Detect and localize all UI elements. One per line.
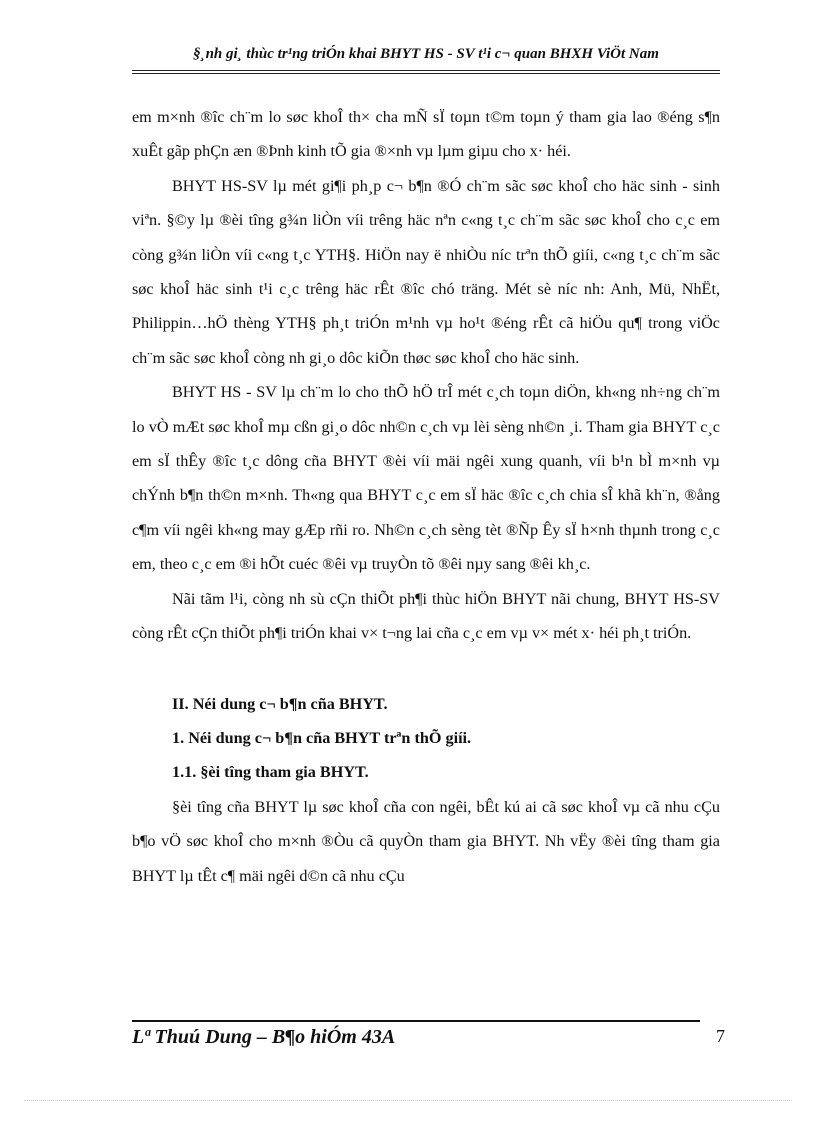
paragraph-5: §èi tîng cña BHYT lµ søc khoÎ cña con ngêi, bÊt kú ai cã søc khoÎ vµ cã nhu cÇu b¶o vÖ søc khoÎ cho m×nh ®Òu cã quyÒn tham gia BHYT. Nh vËy ®èi tîng tham gia BHYT lµ tÊt c¶ mäi ngêi d©n cã nhu cÇu: [132, 797, 720, 885]
running-header: §¸nh gi¸ thùc tr¹ng triÓn khai BHYT HS - SV t¹i c¬ quan BHXH ViÖt Nam: [193, 46, 659, 62]
sub-subsection-heading: 1.1. §èi tîng tham gia BHYT.: [172, 763, 369, 782]
document-body: [132, 100, 720, 893]
section-heading: II. Néi dung c¬ b¶n cña BHYT.: [172, 694, 388, 713]
paragraph-1: em m×nh ®îc ch¨m lo søc khoÎ th× cha mÑ sÏ toµn t©m toµn ý tham gia lao ®éng s¶n xuÊt gãp phÇn æn ®Þnh kinh tÕ gia ®×nh vµ lµm giµu cho x· héi.: [132, 108, 720, 161]
page-number: 7: [716, 1026, 725, 1046]
header-rule: [132, 70, 720, 74]
paragraph-3: BHYT HS - SV lµ ch¨m lo cho thÕ hÖ trÎ mét c¸ch toµn diÖn, kh«ng nh÷ng ch¨m lo vÒ mÆt søc khoÎ mµ cßn gi¸o dôc nh©n c¸ch vµ lèi sèng nh©n ¸i. Tham gia BHYT c¸c em sÏ thÊy ®îc t¸c dông cña BHYT ®èi víi mäi ngêi xung quanh, víi b¹n bÌ m×nh vµ chÝnh b¶n th©n m×nh. Th«ng qua BHYT c¸c em sÏ häc ®îc c¸ch chia sÎ khã kh¨n, ®ång c¶m víi ngêi kh«ng may gÆp rñi ro. Nh©n c¸ch sèng tèt ®Ñp Êy sÏ h×nh thµnh trong c¸c em, theo c¸c em ®i hÕt cuéc ®êi vµ truyÒn tõ ®êi nµy sang ®êi kh¸c.: [132, 383, 720, 574]
subsection-heading: 1. Néi dung c¬ b¶n cña BHYT trªn thÕ giíi.: [172, 728, 472, 747]
paragraph-2: BHYT HS-SV lµ mét gi¶i ph¸p c¬ b¶n ®Ó ch¨m sãc søc khoÎ cho häc sinh - sinh viªn. §©y lµ ®èi tîng g¾n liÒn víi trêng häc nªn c«ng t¸c ch¨m sãc søc khoÎ cho c¸c em còng g¾n liÒn víi c«ng t¸c YTH§. HiÖn nay ë nhiÒu níc trªn thÕ giíi, c«ng t¸c ch¨m sãc søc khoÎ häc sinh t¹i c¸c trêng häc rÊt ®îc chó träng. Mét sè níc nh: Anh, Mü, NhËt, Philippin…hÖ thèng YTH§ ph¸t triÓn m¹nh vµ ho¹t ®éng rÊt cã hiÖu qu¶ trong viÖc ch¨m sãc søc khoÎ còng nh gi¸o dôc kiÕn thøc søc khoÎ cho häc sinh.: [132, 176, 720, 367]
footer-rule: [132, 1020, 700, 1022]
paragraph-4: Nãi tãm l¹i, còng nh sù cÇn thiÕt ph¶i thùc hiÖn BHYT nãi chung, BHYT HS-SV còng rÊt cÇn thiÕt ph¶i triÓn khai v× t¬ng lai cña c¸c em vµ v× mét x· héi ph¸t triÓn.: [132, 589, 720, 643]
footer-author: Lª Thuú Dung – B¶o hiÓm 43A: [132, 1026, 396, 1048]
page-boundary-dotted-line: [24, 1100, 792, 1101]
